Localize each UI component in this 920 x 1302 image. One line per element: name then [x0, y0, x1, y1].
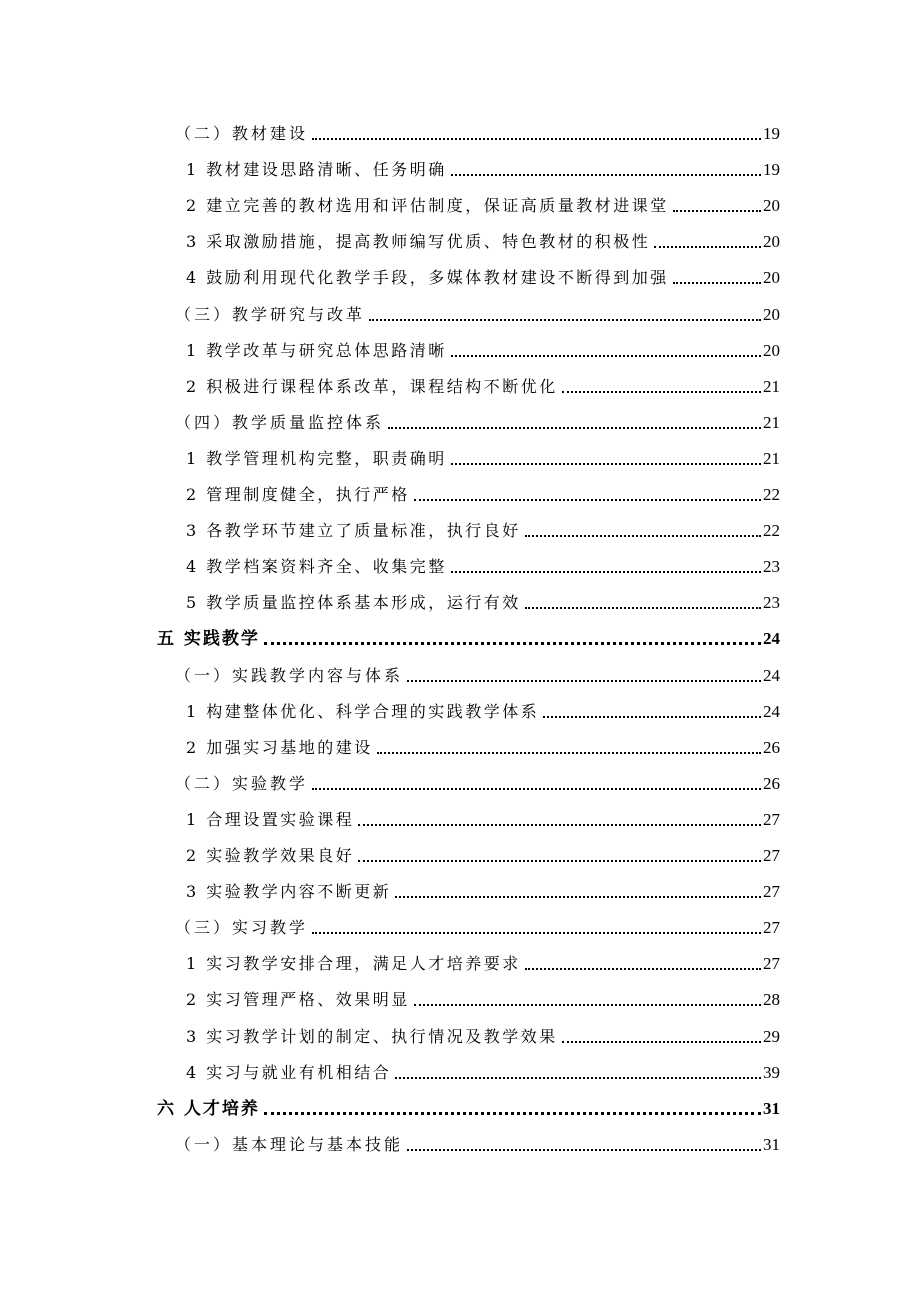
toc-entry-title: （三）教学研究与改革 — [175, 304, 366, 324]
toc-entry-title: 3 各教学环节建立了质量标准，执行良好 — [186, 521, 521, 541]
toc-entry-sub[interactable] — [186, 840, 780, 866]
dot-leader — [264, 1112, 761, 1115]
toc-entry-page-number: 20 — [763, 232, 780, 252]
toc-entry-sub[interactable] — [186, 371, 780, 397]
toc-entry-title: 4 实习与就业有机相结合 — [186, 1062, 392, 1082]
toc-entry-sub[interactable] — [186, 696, 780, 722]
toc-entry-sub[interactable] — [186, 876, 780, 902]
toc-entry-section[interactable] — [175, 768, 780, 794]
toc-entry-title: 2 实习管理严格、效果明显 — [186, 990, 410, 1010]
dot-leader — [395, 1077, 761, 1079]
toc-entry-page-number: 21 — [763, 376, 780, 396]
dot-leader — [358, 860, 761, 862]
dot-leader — [451, 355, 761, 357]
toc-entry-sub[interactable] — [186, 984, 780, 1010]
toc-entry-page-number: 27 — [763, 954, 780, 974]
toc-entry-title: （一）实践教学内容与体系 — [175, 665, 404, 685]
dot-leader — [395, 896, 761, 898]
toc-entry-sub[interactable] — [186, 154, 780, 180]
toc-entry-page-number: 20 — [763, 340, 780, 360]
toc-entry-title: 3 实验教学内容不断更新 — [186, 882, 392, 902]
toc-entry-sub[interactable] — [186, 479, 780, 505]
toc-entry-sub[interactable] — [186, 732, 780, 758]
toc-entry-sub[interactable] — [186, 948, 780, 974]
toc-entry-title: 1 教学管理机构完整，职责确明 — [186, 448, 447, 468]
dot-leader — [673, 210, 761, 212]
toc-entry-page-number: 26 — [763, 773, 780, 793]
toc-entry-title: （三）实习教学 — [175, 918, 309, 938]
toc-entry-sub[interactable] — [186, 587, 780, 613]
toc-entry-title: 3 实习教学计划的制定、执行情况及教学效果 — [186, 1026, 558, 1046]
toc-entry-title: 2 积极进行课程体系改革，课程结构不断优化 — [186, 376, 558, 396]
toc-entry-page-number: 39 — [763, 1062, 780, 1082]
toc-entry-title: 2 建立完善的教材选用和评估制度，保证高质量教材进课堂 — [186, 196, 669, 216]
toc-entry-sub[interactable] — [186, 1057, 780, 1083]
dot-leader — [407, 680, 761, 682]
toc-entry-sub[interactable] — [186, 226, 780, 252]
dot-leader — [543, 716, 761, 718]
toc-entry-page-number: 21 — [763, 448, 780, 468]
toc-entry-page-number: 31 — [763, 1098, 780, 1118]
toc-entry-title: （二）教材建设 — [175, 124, 309, 143]
toc-entry-page-number: 22 — [763, 521, 780, 541]
toc-entry-title: 2 实验教学效果良好 — [186, 846, 355, 865]
toc-entry-sub[interactable] — [186, 551, 780, 577]
toc-entry-title: 2 加强实习基地的建设 — [186, 737, 373, 757]
dot-leader — [369, 319, 761, 321]
dot-leader — [358, 824, 761, 826]
dot-leader — [525, 535, 761, 537]
toc-entry-title: （二）实验教学 — [175, 773, 309, 793]
toc-entry-sub[interactable] — [186, 443, 780, 469]
toc-entry-title: 4 教学档案资料齐全、收集完整 — [186, 557, 447, 577]
toc-entry-page-number: 29 — [763, 1026, 780, 1046]
toc-entry-page-number: 24 — [763, 701, 780, 721]
toc-entry-page-number: 31 — [763, 1134, 780, 1154]
toc-entry-title: （一）基本理论与基本技能 — [175, 1134, 404, 1154]
dot-leader — [414, 499, 761, 501]
toc-entry-title: 五 实践教学 — [157, 629, 260, 650]
toc-entry-page-number: 20 — [763, 268, 780, 288]
toc-entry-title: 4 鼓励利用现代化教学手段，多媒体教材建设不断得到加强 — [186, 268, 669, 288]
toc-entry-sub[interactable] — [186, 335, 780, 361]
toc-entry-page-number: 28 — [763, 990, 780, 1010]
toc-entry-page-number: 21 — [763, 412, 780, 432]
toc-entry-sub[interactable] — [186, 1021, 780, 1047]
toc-entry-sub[interactable] — [186, 262, 780, 288]
toc-entry-title: 1 教学改革与研究总体思路清晰 — [186, 340, 447, 360]
dot-leader — [525, 968, 761, 970]
dot-leader — [451, 174, 761, 176]
toc-entry-section[interactable] — [175, 407, 780, 433]
toc-entry-page-number: 24 — [763, 629, 780, 649]
toc-entry-title: 1 教材建设思路清晰、任务明确 — [186, 160, 447, 180]
toc-entry-section[interactable] — [175, 660, 780, 686]
toc-entry-title: 1 合理设置实验课程 — [186, 809, 355, 829]
toc-entry-title: 1 实习教学安排合理，满足人才培养要求 — [186, 954, 521, 974]
toc-entry-title: 3 采取激励措施，提高教师编写优质、特色教材的积极性 — [186, 232, 651, 252]
toc-entry-page-number: 24 — [763, 665, 780, 685]
toc-entry-title: 5 教学质量监控体系基本形成，运行有效 — [186, 593, 521, 613]
toc-entry-section[interactable] — [175, 299, 780, 325]
toc-entry-page-number: 19 — [763, 124, 780, 143]
toc-entry-sub[interactable] — [186, 515, 780, 541]
toc-entry-page-number: 20 — [763, 196, 780, 216]
toc-entry-page-number: 23 — [763, 557, 780, 577]
toc-entry-title: 1 构建整体优化、科学合理的实践教学体系 — [186, 701, 540, 721]
toc-entry-chapter[interactable] — [157, 623, 780, 649]
dot-leader — [312, 788, 761, 790]
toc-entry-page-number: 27 — [763, 809, 780, 829]
dot-leader — [264, 642, 761, 645]
dot-leader — [673, 282, 761, 284]
toc-entry-title: 2 管理制度健全，执行严格 — [186, 485, 410, 504]
dot-leader — [525, 607, 761, 609]
dot-leader — [388, 427, 761, 429]
dot-leader — [451, 463, 761, 465]
toc-entry-page-number: 19 — [763, 160, 780, 180]
dot-leader — [451, 571, 761, 573]
dot-leader — [562, 1041, 761, 1043]
toc-entry-page-number: 26 — [763, 737, 780, 757]
toc-entry-title: （四）教学质量监控体系 — [175, 412, 385, 432]
toc-entry-page-number: 27 — [763, 882, 780, 902]
toc-entry-section[interactable] — [175, 1129, 780, 1155]
toc-entry-sub[interactable] — [186, 190, 780, 216]
toc-entry-page-number: 23 — [763, 593, 780, 613]
toc-entry-section[interactable] — [175, 912, 780, 938]
dot-leader — [377, 752, 761, 754]
toc-entry-chapter[interactable] — [157, 1093, 780, 1119]
dot-leader — [562, 391, 761, 393]
toc-entry-page-number: 27 — [763, 918, 780, 938]
toc-entry-title: 六 人才培养 — [157, 1098, 260, 1119]
dot-leader — [414, 1004, 761, 1006]
dot-leader — [312, 138, 761, 140]
toc-entry-page-number: 22 — [763, 485, 780, 504]
dot-leader — [312, 932, 761, 934]
toc-entry-page-number: 27 — [763, 846, 780, 865]
dot-leader — [654, 246, 761, 248]
toc-entry-section[interactable] — [175, 118, 780, 144]
toc-entry-page-number: 20 — [763, 304, 780, 324]
dot-leader — [407, 1149, 761, 1151]
toc-entry-sub[interactable] — [186, 804, 780, 830]
